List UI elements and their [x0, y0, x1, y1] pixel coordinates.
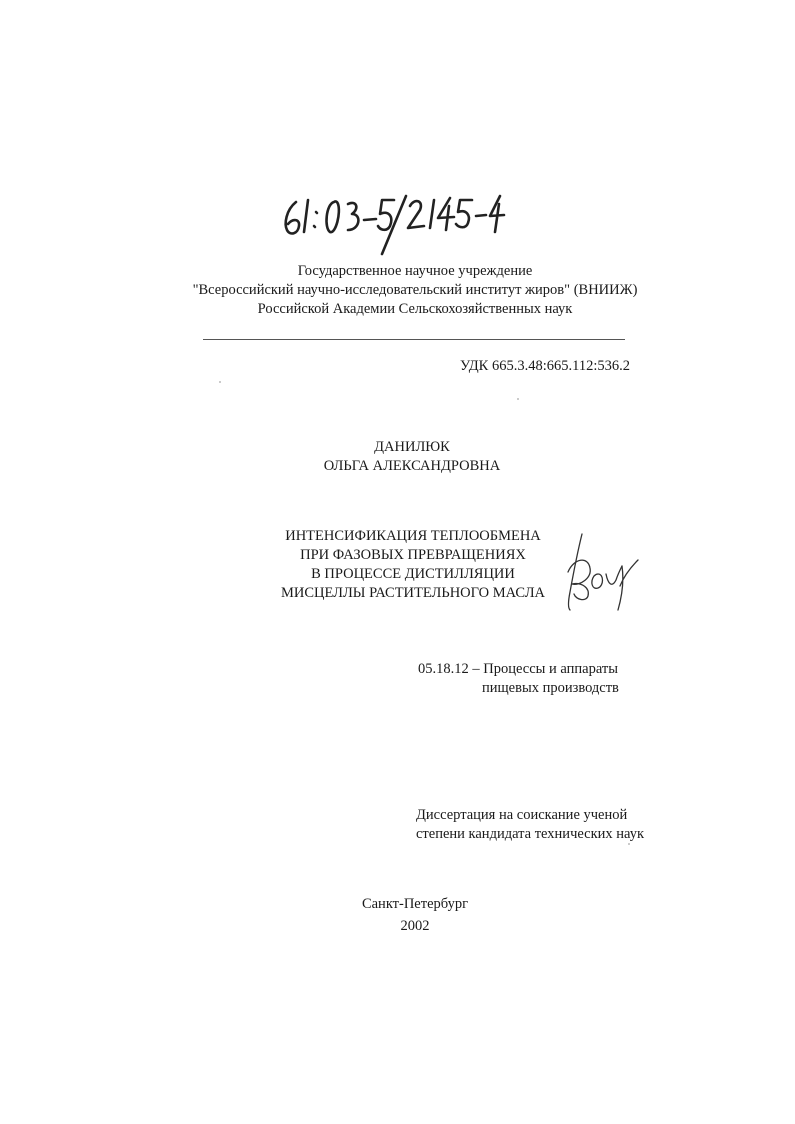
institution-line-1: Государственное научное учреждение: [297, 263, 533, 279]
dissertation-title: [248, 527, 578, 603]
dissertation-line-1: Диссертация на соискание ученой: [416, 807, 628, 823]
dissertation-line-2: степени кандидата технических наук: [416, 826, 645, 842]
title-line-2: ПРИ ФАЗОВЫХ ПРЕВРАЩЕНИЯХ: [300, 547, 526, 563]
author-name: ОЛЬГА АЛЕКСАНДРОВНА: [323, 458, 501, 474]
author-block: [247, 438, 577, 476]
scan-speck: [219, 381, 221, 383]
institution-line-2: "Всероссийский научно-исследовательский институт жиров" (ВНИИЖ): [192, 282, 638, 298]
title-line-1: ИНТЕНСИФИКАЦИЯ ТЕПЛООБМЕНА: [285, 528, 541, 544]
scan-speck: [517, 398, 519, 400]
speciality-line-1: 05.18.12 – Процессы и аппараты: [418, 661, 618, 677]
dissertation-note: [416, 806, 646, 844]
title-line-3: В ПРОЦЕССЕ ДИСТИЛЛЯЦИИ: [311, 566, 515, 582]
author-surname: ДАНИЛЮК: [374, 439, 450, 455]
year: 2002: [400, 918, 430, 934]
scan-speck: [628, 843, 630, 845]
udk-code: УДК 665.3.48:665.112:536.2: [459, 358, 630, 374]
city: Санкт-Петербург: [361, 896, 469, 912]
title-line-4: МИСЦЕЛЛЫ РАСТИТЕЛЬНОГО МАСЛА: [280, 585, 546, 601]
institution-block: [160, 262, 670, 319]
institution-line-3: Российской Академии Сельскохозяйственных наук: [257, 301, 573, 317]
handwritten-signature: [560, 530, 650, 615]
speciality-block: [418, 660, 628, 698]
horizontal-divider: [203, 339, 625, 340]
place-and-year: [305, 895, 525, 936]
speciality-line-2: пищевых производств: [482, 680, 619, 696]
handwritten-registry-code: [278, 188, 508, 258]
